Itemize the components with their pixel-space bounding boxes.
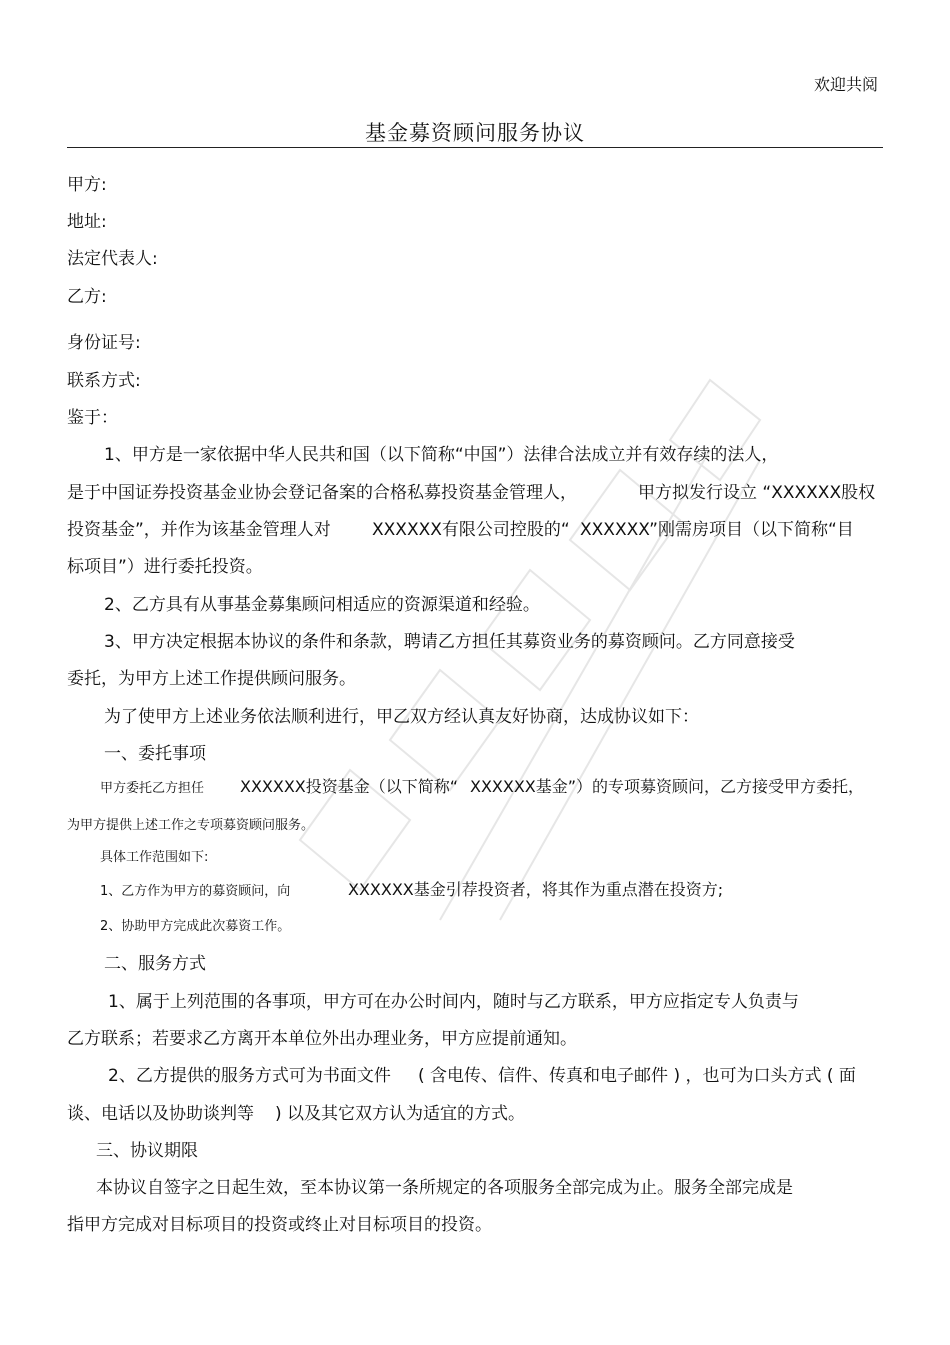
whereas-1-line-2b: 甲方拟发行设立 “XXXXXX股权 [638,483,876,503]
section-2-item-1-line-1: 1、属于上列范围的各事项，甲方可在办公时间内，随时与乙方联系，甲方应指定专人负责与 [108,992,799,1012]
whereas-label: 鉴于： [67,408,118,428]
scope-1b: XXXXXX基金引荐投资者，将其作为重点潜在投资方; [348,880,724,899]
whereas-1-line-1: 1、甲方是一家依据中华人民共和国（以下简称“中国”）法律合法成立并有效存续的法人， [104,445,779,465]
whereas-conclusion: 为了使甲方上述业务依法顺利进行，甲乙双方经认真友好协商，达成协议如下： [104,707,699,727]
header-note: 欢迎共阅 [813,75,878,94]
section-1-para-1b: XXXXXX投资基金（以下简称“ [240,777,459,796]
section-2-item-2-line-1b: ( 含电传、信件、传真和电子邮件 ) ，也可为口头方式 ( 面 [418,1066,856,1086]
section-2-heading: 二、服务方式 [104,954,206,974]
section-3-heading: 三、协议期限 [96,1141,198,1161]
section-3-para-1: 本协议自签字之日起生效，至本协议第一条所规定的各项服务全部完成为止。服务全部完成是 [96,1178,793,1198]
whereas-2: 2、乙方具有从事基金募集顾问相适应的资源渠道和经验。 [104,595,540,615]
party-a-label: 甲方: [67,175,107,195]
id-number-label: 身份证号: [67,333,141,353]
section-2-item-2-line-2b: ) 以及其它双方认为适宜的方式。 [275,1104,526,1124]
whereas-1-line-3c: XXXXXX”刚需房项目（以下简称“目 [580,520,854,540]
section-2-item-1-line-2: 乙方联系；若要求乙方离开本单位外出办理业务，甲方应提前通知。 [67,1029,577,1049]
whereas-1-line-4: 标项目”）进行委托投资。 [67,557,263,577]
whereas-1-line-2a: 是于中国证券投资基金业协会登记备案的合格私募投资基金管理人， [67,483,577,503]
section-1-para-1c: XXXXXX基金”）的专项募资顾问，乙方接受甲方委托， [470,777,865,796]
scope-label: 具体工作范围如下: [100,850,209,865]
section-2-item-2-line-2a: 谈、电话以及协助谈判等 [67,1104,254,1124]
contact-label: 联系方式: [67,371,141,391]
address-label: 地址: [67,212,107,232]
whereas-1-line-3b: XXXXXX有限公司控股的“ [372,520,570,540]
section-1-heading: 一、委托事项 [104,744,206,764]
scope-1a: 1、乙方作为甲方的募资顾问，向 [100,884,291,899]
whereas-3-line-2: 委托，为甲方上述工作提供顾问服务。 [67,669,356,689]
section-1-para-1a: 甲方委托乙方担任 [100,781,205,796]
title-underline [67,147,883,148]
section-3-para-2: 指甲方完成对目标项目的投资或终止对目标项目的投资。 [67,1215,492,1235]
legal-rep-label: 法定代表人: [67,249,158,269]
whereas-1-line-3a: 投资基金”，并作为该基金管理人对 [67,520,331,540]
party-b-label: 乙方: [67,287,107,307]
page-title: 基金募资顾问服务协议 [365,121,585,145]
whereas-3-line-1: 3、甲方决定根据本协议的条件和条款，聘请乙方担任其募资业务的募资顾问。乙方同意接受 [104,632,795,652]
scope-2: 2、协助甲方完成此次募资工作。 [100,919,291,934]
section-2-item-2-line-1a: 2、乙方提供的服务方式可为书面文件 [108,1066,391,1086]
section-1-para-2: 为甲方提供上述工作之专项募资顾问服务。 [67,818,315,833]
